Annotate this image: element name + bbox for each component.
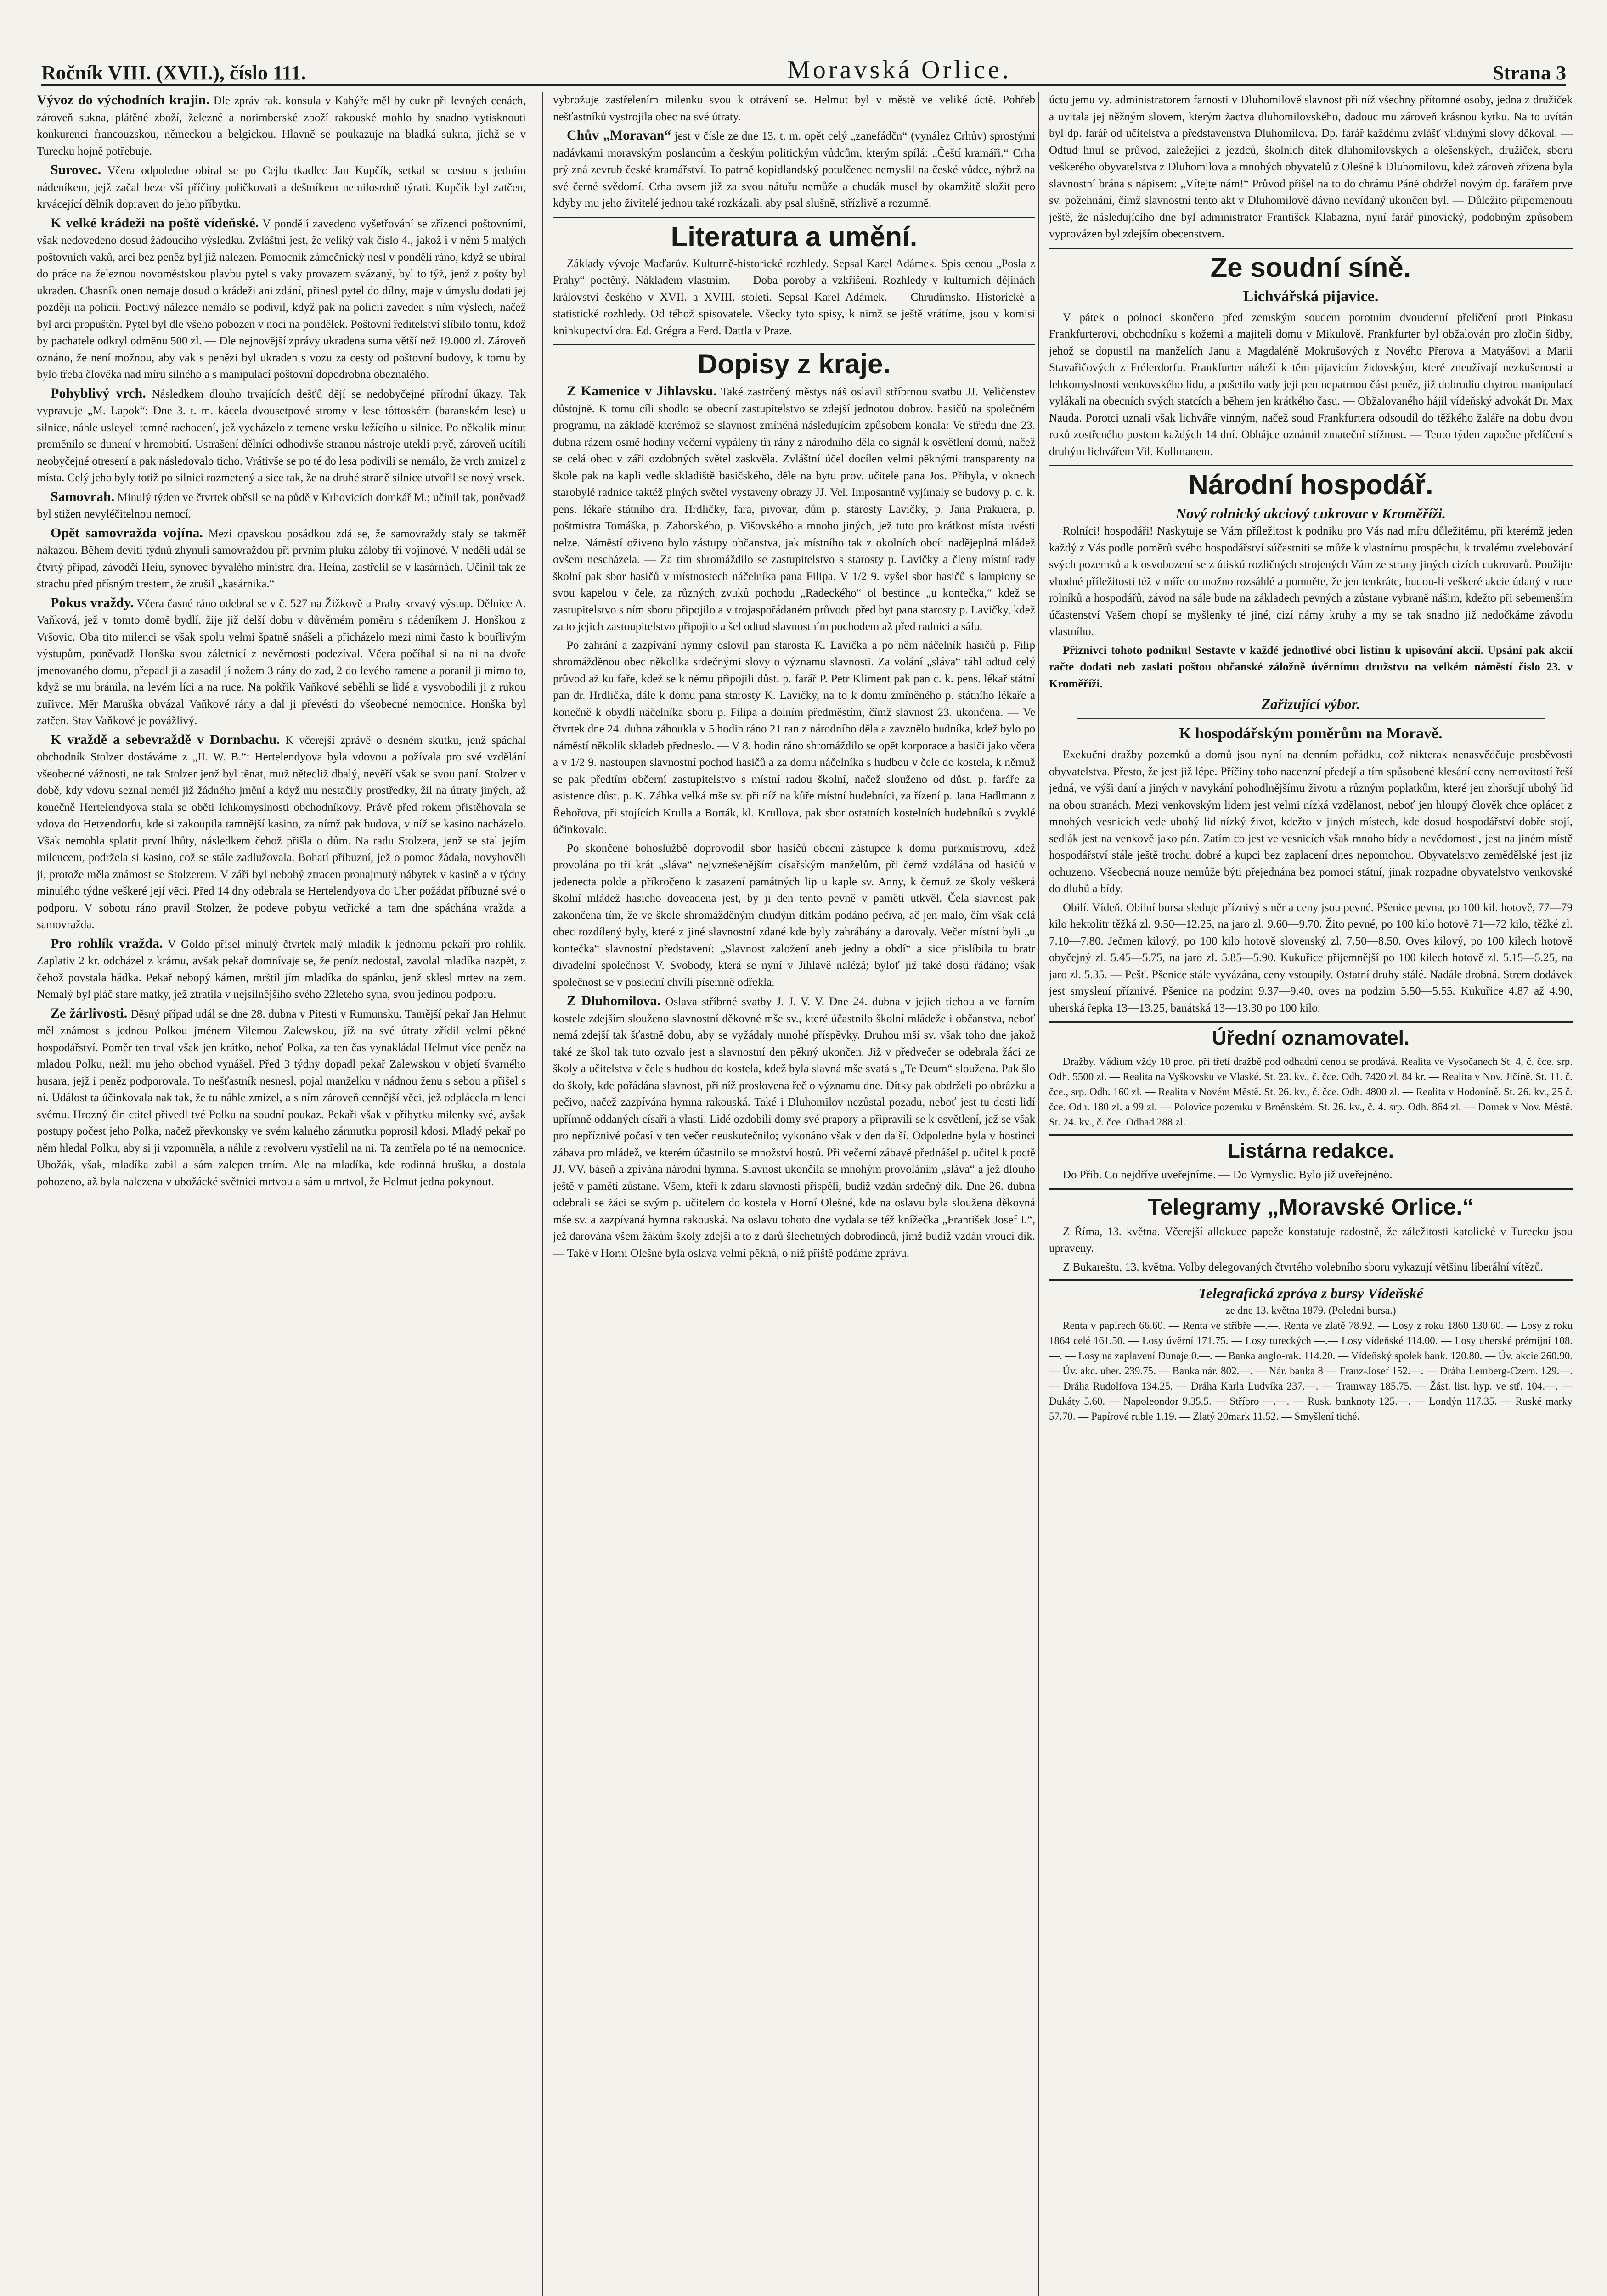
article-text: Do Přib. Co nejdříve uveřejníme. — Do Vymyslic. Bylo již uveřejněno. — [1063, 1169, 1393, 1181]
section-heading-editorial: Listárna redakce. — [1049, 1134, 1573, 1164]
bourse-text: Renta v papírech 66.60. — Renta ve stříbře —.—. Renta ve zlatě 78.92. — Losy z roku 1860 130.60. — Losy z roku 1864 celé 161.50. — Losy úvěrní 171.75. — Losy tureckých —.— Losy vídeňské 114.00. — Losy uherské prémijní 108.—. — Losy na zaplavení Dunaje 0.—. — Banka anglo-rak. 114.20. — Vídeňský spolek bank. 120.80. — Úv. akcie 260.90. — Úv. akc. uher. 239.75. — Banka nár. 802.—. — Nár. banka 8 — Franz-Josef 152.—. — Dráha Lemberg-Czern. 129.—. — Dráha Rudolfova 134.25. — Dráha Karla Ludvíka 237.—. — Tramway 185.75. — Žást. list. hyp. ve stř. 104.—. — Dukáty 5.60. — Napoleondor 9.35.5. — Stříbro —.—. — Rusk. banknoty 125.—. — Londýn 117.35. — Ruské marky 57.70. — Papírové ruble 1.19. — Zlatý 20mark 11.52. — Smyšlení tiché. — [1049, 1320, 1573, 1422]
article-text: Včera časné ráno odebral se v č. 527 na Žižkově u Prahy krvavý výstup. Dělnice A. Vaňková, jež v tomto domě bydlí, žije již delší dobu v důvěrném poměru s nádeníkem J. Honškou z Vršovic. Oba tito milenci se však spolu velmi špatně snášeli a přicházelo mezi nimi často k bouřlivým výstupům, poněvadž Honška svou záletnicí z nevěrnosti podezíval. Včera počíhal si na ni na dvoře jmenovaného domu, přepadl ji a zasadil jí nožem 3 rány do zad, 2 do levého ramene a poranil ji mimo to, když se mu bránila, na levém líci a na ruce. Na pokřik Vaňkové seběhli se lidé a vysvobodili ji z rukou zuřivce. Měr Maruška obvázal Vaňkové rány a dal ji převésti do všeobecné nemocnice. Honška byl zatčen. Stav Vaňkové je povážlivý. — [37, 597, 526, 727]
article-title: Ze žárlivosti. — [51, 1005, 128, 1021]
article-title: K velké krádeži na poště vídeňské. — [51, 215, 259, 231]
column-3 — [1038, 92, 1573, 2296]
article-title: Pokus vraždy. — [51, 595, 134, 610]
article-title: Vývoz do východních krajin. — [37, 92, 210, 107]
article-text: Oslava stříbrné svatby J. J. V. V. Dne 24. dubna v jejich tichou a ve farním kostele zdejším slouženo slavnostní děkovné mše sv., které účastnilo školní mládeže i občanstva, neboť nemá zdejší tak šťastně dobu, aby se vyžádaly mnohé příspěvky. Druhou mší sv. však toho dne jakož také ze škol tak tuto ozvalo jest a slavnostní den pěkný ukončen. Již v předvečer se odebrala žáci ze školy a učitelstva v čele s hudbou do kostela, kdež byla slavná mše svatá s „Te Deum“ sloužena. Pak šlo do školy, kde pořádána slavnost, při níž proslovena řeč o významu dne. Dítky pak obdrželi po obrázku a pečivo, načež zazpívána hymna rakouská. Také i Dluhomilov nezůstal pozadu, neboť jest tu dosti lidí upřímně oddaných císaři a vlasti. Lidé ozdobili domy své prapory a připravili se k osvětlení, jež se však pro nepříznivé počasí v ten večer neuskutečnilo; vykonáno však v den další. Odpoledne byla v hostinci zábava pro mládež, ve kterém účastnilo se množství hostů. Při večerní zábavě přednášel p. učitel k poctě JJ. VV. báseň a zpívána národní hymna. Slavnost ukončila se mnohým provoláním „sláva“ a jež dlouho ještě v paměti zůstane. Všem, kteří k zdaru slavnosti přispěli, budiž vzdán srdečný dík. Dne 26. dubna odebrali se žáci se svým p. učitelem do kostela v Horní Olešné, kde na oslavu byla sloužena děkovná mše sv. a zazpívaná hymna rakouská. Na oslavu tohoto dne vydala se též knížečka „František Josef I.“, jež darována všem žákům školy zdejší a to z darů šlechetných dobrodinců, jimž budiž vzdán vroucí dík. — Také v Horní Olešné byla oslava velmi pěkná, o níž příště podáme zprávu. — [553, 996, 1035, 1260]
issue-number: Ročník VIII. (XVII.), číslo 111. — [41, 62, 306, 84]
section-heading-literature: Literatura a umění. — [553, 217, 1035, 253]
article-text: Exekuční dražby pozemků a domů jsou nyní na denním pořádku, což nikterak nenasvědčuje prosběvosti obyvatelstva. Přesto, že jest již lépe. Příčiny toho nacenzní předejí a tím spůsobené klesání ceny nemovitostí řeší jedná, ve výši daní a jiných v navykání pohodlnějšímu životu a různým poplatkům, které jen zhoršují ubohý lid na obou stranách. Mezi venkovským lidem jest velmi nízká vzdělanost, neboť jen hloupý člověk chce oplácet z mnohých vesnicích vede ubohý lid nízký život, kdežto v jiných místech, kde dosud hospodářství dobře stojí, sedlák jest na venkově jako pán. Zatím co jest ve vesnicích však mnoho bídy a nevědomosti, jest na jiném místě hospodářství stále ještě trochu dobré a kupci bez zaplacení dnes nepomohou. Obyvatelstvo zemědělské jest jiz ochuzeno. Všeobecná nouze nemůže býti přejednána bez pomoci státní, jinak rozpadne obyvatelstvo venkovské do dluhů a bídy. — [1049, 748, 1573, 895]
section-heading-letters: Dopisy z kraje. — [553, 344, 1035, 380]
article-text: V Goldo přisel minulý čtvrtek malý mladík k jednomu pekaři pro rohlík. Zaplativ 2 kr. odcházel z krámu, avšak pekař domnívaje se, že peníz nedostal, zavolal mladíka nazpět, z čehož povstala hádka. Pekař nebopý kámen, mrštil jím mladíka do spánku, jenž sklesl mrtev na zem. Nemalý byl pláč staré matky, jež ztratila v nejsilnějšího svého 22letého syna, svou jedinou podporu. — [37, 938, 526, 1001]
column-2 — [542, 92, 1035, 2296]
article-text: Včera odpoledne obíral se po Cejlu tkadlec Jan Kupčík, setkal se cestou s jedním nádeníkem, jejž začal beze vší příčiny poličkovati a deštníkem nemilosrdně týrati. Kupčík byl zatčen, krvácející dělník dopraven do jeho příbytku. — [37, 164, 526, 210]
article-text: Obilí. Vídeň. Obilní bursa sleduje příznivý směr a ceny jsou pevné. Pšenice pevna, po 100 kil. hotově, 77—79 kilo hektolitr těžká zl. 9.50—12.25, na jaro zl. 9.60—9.70. Žito pevné, po 100 kilo hotově 71—72 kilo, těžké zl. 7.10—7.80. Ječmen kilový, po 100 kilo hotově slovenský zl. 7.50—8.50. Oves kilový, po 100 kilech hotově obyčejný zl. 5.45—5.75, na jaro zl. 5.85—5.90. Kukuřice přijemnější po 100 kilech hotově zl. 5.15—5.25, na jaro zl. 5.35. — Pešť. Pšenice stále vyvázána, ceny vstoupily. Ostatní druhy stálé. Nadále drobná. Strem dodávek jest smyslení příznivé. Pšenice na podzim 9.37—9.40, oves na podzim 5.50—5.55. Kukuřice 4.87 až 4.90, uherská řepka 13—13.25, banátská 13—13.30 po 100 kilo. — [1049, 901, 1573, 1014]
article-text: Dražby. Vádium vždy 10 proc. při třetí dražbě pod odhadní cenou se prodává. Realita ve Vysočanech St. 4, č. čce. srp. Odh. 5500 zl. — Realita na Vyškovsku ve Vlaské. St. 23. kv., č. čce. Odh. 7420 zl. 84 kr. — Realita v Nov. Jičíně. St. 11. č. čce., srp. Odh. 160 zl. — Realita v Novém Městě. St. 26. kv., č. čce. Odh. 4800 zl. — Realita v Hodoníně. St. 26. kv., 25 č. čce. Odh. 180 zl. a 99 zl. — Polovice pozemku v Brněnském. St. 26. kv., č. 4. srp. Odh. 864 zl. — Domek v Nov. Městě. St. 24. kv., č. čce. Odhad 288 zl. — [1049, 1056, 1573, 1128]
masthead — [41, 46, 1566, 86]
newspaper-title: Moravská Orlice. — [787, 56, 1011, 84]
article-text: Z Bukareštu, 13. května. Volby delegovaných čtvrtého volebního sboru vykazují většinu liberální vítězů. — [1063, 1261, 1544, 1273]
article-title: Surovec. — [51, 162, 101, 177]
article-text: Také zastrčený městys náš oslavil stříbrnou svatbu JJ. Veličenstev důstojně. K tomu cíli shodlo se obecní zastupitelstvo se zdejší jednotou dobrov. hasičů na společném programu, na základě kterémož se slavnost zmíněná následujícím způsobem konala: Ve středu dne 23. dubna rázem osmé hodiny večerní vypáleny tři rány z národního děla co signál k osvětlení domů, načež se celá obec v záři ozdobných světel zaskvěla. Zvláštní účel docílen velmi pěknými transparenty na škole pak na kapli vedle skladiště basičského, děle na bytu prov. učitele pana Jos. Přibyla, v oknech starobylé radnice taktéž plných světel vystaveny obrazy JJ. Vel. Imposantně vyjímaly se budovy p. c. k. pens. lékaře státního dra. Hrdličky, fara, pivovar, dům p. starosty Lavičky, p. Jana Prakuera, p. poštmistra Tomáška, p. Zaborského, p. Višovského a mnoho jiných, jež tuto pro krátkost místa uvésti nelze. Náměstí oživeno bylo zástupy občanstva, jak místního tak z okolních obcí: nadějeplná mládež ovšem nescházela. — Za tím shromáždilo se zastupitelstvo s starosty p. Lavičky a členy místní rady školní pak sbor hasičů v místnostech náčelníka pana Filipa. V 1/2 9. vyšel sbor hasičů s lampiony se svou kapelou v čele, za různých zvuků pochodu „Radeckého“ ol bestince „u kontečka,“ kdež se zastupitelstvo s ním sboru připojilo a v trojaspořádaném průvodu před byt pana starosty p. Lavičky, kdež za to jejich zastoupitelstvo připojilo a šel odtud slavnostním pochodem až před radnici a sálu. — [553, 386, 1035, 633]
article-text: úctu jemu vy. administratorem farnosti v Dluhomilově slavnost při níž všechny přítomné osoby, jedna z družiček a uvitala jej něžným slovem, kterým žactva dluhomilovského, dadouc mu zároveň krásnou kytku. Na to uvítán byl dp. farář od učitelstva a představenstva Dluhomilova. Dp. farář každému zvlášť vlídnými slovy děkoval. — Odtud hnul se průvod, zaležející z jezdců, školních dítek dluhomilovských a olešenských, družiček, sboru veškerého obyvatelstva z Dluhomilova a mnohých obyvatelů z Olešné k Dluhomilovu, kdež zároveň zřízena byla slavnostní brána s nápisem: „Vítejte nám!“ Průvod přišel na to do chrámu Páně obdržel novým dp. farářem prve sv. požehnání, čímž slavnostní tento akt v Dluhomilově dávno nevídaný ukončen byl. — Důležito připomenouti ještě, že následujícího dne byl administrator František Klabazna, nyní farář pinovický, podobným způsobem vyprovázen byl zdejším obecenstvem. — [1049, 94, 1573, 240]
article-title: Chův „Moravan“ — [567, 128, 671, 143]
article-text: Z Říma, 13. května. Včerejší allokuce papeže konstatuje radostně, že záležitosti katolické v Turecku jsou upraveny. — [1049, 1225, 1573, 1255]
article-text: Rolníci! hospodáři! Naskytuje se Vám příležitost k podniku pro Vás nad míru důležitému, při kterémž jeden každý z Vás podle poměrů svého hospodářství súčastniti se může k vlastnímu prospěchu, k trvalému zvelebování svých pozemků a k osvobození se z útiskú rozličných strojených Vám ze strany jiných cizích cukrovarů. Použijte vhodné příležitosti též v míře co možno rozsáhlé a pomněte, že jen tenkráte, budou-li veškeré akcie údaný v ruce rolníků a hospodářů, závod na sále bude na základech pevných a zůstane vybraně nášim, kdežto při sebemenším účastenství Vašem chopí se myšlenky té jiné, cizí námy kruhy a my se tak snadno již nedočkáme závodu vlastního. — [1049, 525, 1573, 638]
article-title: Z Dluhomilova. — [567, 993, 661, 1008]
article-title: Nový rolnický akciový cukrovar v Kroměříži. — [1175, 505, 1446, 522]
article-title: Pohyblivý vrch. — [51, 385, 146, 401]
section-heading-telegrams: Telegramy „Moravské Orlice.“ — [1049, 1188, 1573, 1221]
column-1 — [37, 92, 526, 2296]
bourse-date: ze dne 13. května 1879. (Poledni bursa.) — [1225, 1305, 1396, 1316]
article-title: Opět samovražda vojína. — [51, 525, 203, 540]
article-text: Následkem dlouho trvajících dešťů dějí se nedobyčejné přírodní úkazy. Tak vypravuje „M. Lapok“: Dne 3. t. m. kácela dvousetpové stromy v lese tóttoském (baranském lese) u silnice, náhle usleyeli temné rachocení, jež vycházelo z temene vrsku ležícího u silnice. Po několik minut proměnilo se dunení v hromobití. Ustrašení dělníci odhodivše stranou nástroje utekli pryč, zároveň ucítili neobyčejné otresení a pak následovalo ticho. Vrátivše se po té do lesa podivili se nemálo, že vrch zmizel z místa. Celý jeho byly totiž po silnici rozmetený a sice tak, že na druhé straně silnice utvořil se nový vrsek. — [37, 388, 526, 484]
article-text: Po zahrání a zazpívání hymny oslovil pan starosta K. Lavička a po něm náčelník hasičů p. Filip shromážděnou obec několika srdečnými slovy o významu slavnosti. Za volání „sláva“ táhl odtud celý průvod až ku faře, kdež se k němu připojili důst. p. farář P. Petr Kliment pak pan c. k. pens. lékař státní pan dr. Hrdlička, dále k domu pana starosty K. Lavičky, na to k domu zmíněného p. státního lékaře a konečně k obydlí náčelníka sboru p. Filipa a dolním předměstím, čímž slavnost 23. ukončena. — Ve čtvrtek dne 24. dubna záhoukla v 5 hodin ráno 21 ran z národního děla a zavznělo budníka, kdež bylo po náměstí několik skladeb předneslo. — V 8. hodin ráno shromáždilo se opět korporace a basiči jako včera a v 1/2 9. nastoupen slavnostní pochod hasičů a za domu náčelníka s hudbou v čele do kostela, k němuž se pak předtím občerní zastupitelstvo s místní radou školní, načež slouženo od důst. p. faráře za asistence důst. p. K. Zábka velká mše sv. při níž na kůře místní hudebníci, za řízení p. Jana Hadlmann z Řehořova, při stojících Krulla a Borták, kl. Krullova, pak sbor ostatních kostelních hudebníků s zvyklé účinkovalo. — [553, 639, 1035, 836]
article-text: Základy vývoje Maďarův. Kulturně-historické rozhledy. Sepsal Karel Adámek. Spis cenou „Posla z Prahy“ poctěný. Nákladem vlastním. — Doba poroby a vzkříšení. Rozhledy v kulturních dějinách království českého v XVII. a XVIII. století. Sepsal Karel Adámek. — Chrudimsko. Historické a statistické rozhledy. Od téhož spisovatele. Všecky tyto spisy, k nimž se ještě vrátíme, jsou v komisi knihkupectví dra. Ed. Grégra a Ferd. Dattla v Praze. — [553, 257, 1035, 337]
article-title: Samovrah. — [51, 489, 115, 504]
page-number: Strana 3 — [1492, 62, 1566, 84]
article-text: jest v čísle ze dne 13. t. m. opět celý „zanefádčn“ (vynález Crhův) sprostými nadávkami moravským poslancům a českým politickým vůdcům, kterým spílá: „Čeští kramáři.“ Crha prý zná zevrub české kramářství. To patrně kopidlandský potulčenec nemyslil na české vůdce, nýbrž na své černé svědomí. Crha ovsem již za svou nátuřu nemůže a chudák musel by okamžitě složit pero kdyby mu jeho živitelé jednou také rozkázali, aby psal slušně, střízlivě a rozumně. — [553, 130, 1035, 209]
article-text: vybrožuje zastřelením milenku svou k otrávení se. Helmut byl v městě ve veliké úctě. Pohřeb nešťastníků vystrojila obec na své útraty. — [553, 94, 1035, 123]
article-title: K vraždě a sebevraždě v Dornbachu. — [51, 732, 280, 747]
article-title: Pro rohlík vražda. — [51, 935, 163, 951]
article-text: Přiznivci tohoto podniku! Sestavte v každé jednotlivé obci listinu k upisování akcií. Upsání pak akcií račte dodati neb zaslati poštou občanské záložně úvěrnímu družstvu na velkém náměstí čislo 23. v Kroměříži. — [1049, 644, 1573, 690]
article-text: Děsný případ udál se dne 28. dubna v Pitesti v Rumunsku. Tamější pekař Jan Helmut měl známost s jednou Polkou jménem Vilemou Zalewskou, jíž na své útraty zřídil velmi pěkné hospodářství. Poměr ten trval však jen krátko, neboť Polka, za ten čas vynakládal Helmut více peněz na mladou Polku, nežli mu jeho obchod vynášel. Před 3 týdny dopadl pekař Zalewskou v objetí švarného husara, jejž i peněz podporovala. To nešťastník nesnesl, pojal manželku v nádnou ženu s sebou a přišel s ní. Událost ta účinkovala nak tak, že tu náhle zmizel, a s ním zároveň cennější věci, jež odplácela milenci svému. Hrozný čin ctitel přivedl tvé Polku na soudní poukaz. Pekaři však v příbytku milenky své, avšak postupy počest jeho Polka, načež převkonsky ve svém kalného zármutku poprosil kdosi. Mladý pekař po něm hledal Polku, aby si ji vzpomněla, a náhle z revolveru vystřelil na ni. Ta zemřela po té na nemocnice. Ubožák, však, mladíka zabil a sám zalepen trním. Ale na mladíka, kde rodinná hrušku, a dostala pohozeno, až byla nalezena v ubožácké světnici mrtvou a sám u mrtvol, že Helmut jedna pokynout. — [37, 1007, 526, 1188]
article-title: K hospodářským poměrům na Moravě. — [1179, 725, 1443, 742]
section-heading-court: Ze soudní síně. — [1049, 248, 1573, 284]
article-text: V pondělí zavedeno vyšetřování se zřízenci poštovními, však nedovedeno dosud žádoucího výsledku. Zvláštní jest, že veliký vak číslo 4., jakož i v něm 5 malých poštovních vaků, arci bez peněz byl již nalezen. Pomocník zámečnický nesl v pondělí ráno, když se ubíral do práce na železnou novoměstskou plavbu pytel s vaky provazem svázaný, byl to týž, jenž z pošty byl ukraden. Chasník onen nemaje dosud o krádeži ani zdání, přinesl pytel do dílny, maje v úmyslu dodati jej později na policii. Poctivý nálezce nemálo se podivil, když pak na policii zaveden s ním výslech, načež byl arci propuštěn. Pytel byl dle všeho pobozen v noci na pondělek. Poštovní ředitelství slíbilo tomu, kdož by pachatele odkryl odměnu 500 zl. — Dle nejnovější zprávy ukradena suma větší než 19.000 zl. Zároveň oznáno, že není možnou, aby vak s penězi byl ukraden s vozu za cesty od poštovní budovy, k tomu by bylo třeba člověka nad míru silného a s manipulací poštovní dopodrobna obeznalého. — [37, 217, 526, 381]
article-text: Po skončené bohoslužbě doprovodil sbor hasičů obecní zástupce k domu purkmistrovu, kdež provolána po tři krát „sláva“ nejvznešenějším císařským manželům, při čemž vzdálána od hasičů v jedenecta polde a příkročeno k zasazení památných lip u kaple sv. Anny, k čemuž ze školy veškerá školní mládež hasicho doveadena jest, by ji den tento pevně v paměti utkvěl. Čela slavnost pak zakončena tím, že ve škole shromážděným chudým dítkám podáno pečiva, ač jen malo, čím však celá obec rozdílený byly, které z jiné slavnostní zdané kde byly zahrábány a darovaly. Večer místní byli „u kontečka“ slavnostní představení: „Slavnost založení aneb jedny a obdí“ a sice přislíbila tu bratr divadelní společnost V. Svobody, která se nyní v Jihlavě nalézá; byloť již také dosti řádáno; však společnost se v poslední chvíli písemně odřekla. — [553, 842, 1035, 989]
section-heading-bourse: Telegrafická zpráva z bursy Vídeňské — [1049, 1279, 1573, 1303]
article-text: V pátek o polnoci skončeno před zemským soudem porotním dvoudenní přelíčení proti Pinkasu Frankfurterovi, obchodníku s kožemi a majiteli domu v Mikulově. Frankfurter byl obžalován pro zločin šidby, jehož se dopustil na manželích Janu a Magdaléně Mokrušových z Nového Přerova a Matyášovi a Marii Stavařičových z Frélerdorfu. Frankfurter náleží k těm pijavicím židovským, které zneužívají nezkušenosti a lehkomyslnosti venkovského lidu, a pošetilo vady jeji pen nepatrnou část peněz, již dobrodiu chytrou manipulací vylákali na obecních svých statcích a během jen krátkého času. — Obžalovaného hájil vídeňský advokát Dr. Max Nauda. Porotci uznali však lichváře vinným, načež soud Frankfurtera odsoudil do těžkého žaláře na dobu dvou roků zostřeného postem každých 14 dní. Obhájce oznámil zmateční stížnost. — Tento týden započne přelíčení s druhým lichvářem Vil. Kollmanem. — [1049, 311, 1573, 458]
signature: Zařizující výbor. — [1261, 696, 1360, 712]
section-heading-official: Úřední oznamovatel. — [1049, 1021, 1573, 1051]
article-text: K včerejší zprávě o desném skutku, jenž spáchal obchodník Stolzer dostáváme z „II. W. B.“: Hertelendyova byla vdovou a požívala pro své vzdělání všeobecné vážnosti, ne tak Stolzer jenž byl těnat, muž nětecliž dbalý, nevěří však se svou paní. Stolzer v době, kdy vdovu seznal nemél již žádného jmění a když mu nestačily prostředky, žil na útraty jiných, až konečně Hertelendyova stala se oběti lehkomyslnosti obchodníkovy. Právě před rokem přistěhovala se vdova do Hetzendorfu, kde si zakoupila tamnější kasino, za nímž pak budova, v níž se kasino nacházelo. Však nemohla splatit první lhůty, následkem čehož přišla o dům. Na radu Stolzera, jenž se stal jejím milencem, podržela si kasino, což se stále zadlužovala. Bohatí příbuzní, jež o pomoc žádala, novyhověli ji, protože měla známost se Stolzerem. V září byl nebohý ztracen pronajmutý nábytek v kasině a v týdny minulého týdne veškeré její věci. Před 14 dny odebrala se Hertelendyova do Uher požádat příbuzné své o podporu. V sobotu ráno pravil Stolzer, že podeve pobytu vetřické a tam dne spáchána vražda a samovražda. — [37, 734, 526, 931]
article-text: Minulý týden ve čtvrtek oběsil se na půdě v Krhovicích domkář M.; učinil tak, poněvadž byl stižen nevyléčitelnou nemocí. — [37, 491, 526, 520]
article-text: Dle zpráv rak. konsula v Kahýře měl by cukr při levných cenách, zároveň sukna, plátěné zboží, železné a norimberské zboží rakouské mohlo by snadno vytisknouti konkurenci francouzskou, německou a belgickou. Hlavně se poukazuje na bladká sukna, jichž se v Turecku hojně potřebuje. — [37, 95, 526, 158]
article-title: Z Kamenice v Jihlavsku. — [567, 383, 717, 399]
article-text: Mezi opavskou posádkou zdá se, že samovraždy staly se takměř nákazou. Během devíti týdnů zhynuli samovraždou při prvním pluku záloby tři vojínové. V neděli udál se čtvrtý případ, závodčí Heiu, synovec bývalého ministra dra. Heina, zastřelil se v kasárnách. Učinil tak ze strachu před přísným trestem, že zrušil „kasárnika.“ — [37, 527, 526, 590]
divider — [1077, 718, 1545, 719]
article-title: Lichvářská pijavice. — [1243, 287, 1379, 305]
section-heading-economy: Národní hospodář. — [1049, 465, 1573, 501]
